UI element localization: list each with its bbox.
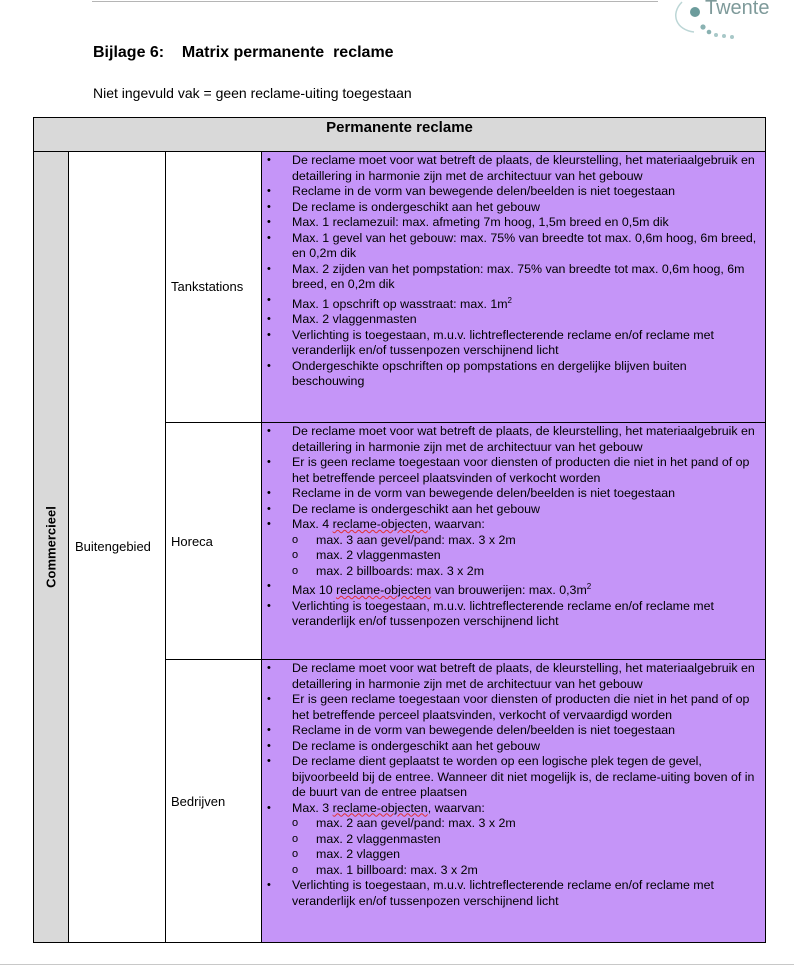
sub-list <box>292 816 761 878</box>
table-title: Permanente reclame <box>326 119 473 136</box>
header-rule <box>92 1 658 2</box>
type-label: Horeca <box>171 534 213 549</box>
sub-item: o max. 2 billboards: max. 3 x 2m <box>292 564 761 580</box>
table-header <box>34 118 765 152</box>
rule-item: • De reclame moet voor wat betreft de plaats, de kleurstelling, het materiaalgebruik en detaillering in harmonie zijn met de architectuur van het gebouw <box>262 661 761 692</box>
superscript: 2 <box>586 582 592 591</box>
sub-item: o max. 1 billboard: max. 3 x 2m <box>292 863 761 879</box>
rule-item: • De reclame moet voor wat betreft de plaats, de kleurstelling, het materiaalgebruik en detaillering in harmonie zijn met de architectuur van het gebouw <box>262 153 761 184</box>
category-cell <box>34 152 69 942</box>
rules-cell-horeca <box>262 423 765 660</box>
rules-list <box>262 660 765 909</box>
rule-item: • Max. 2 vlaggenmasten <box>262 312 761 328</box>
sub-item: o max. 3 aan gevel/pand: max. 3 x 2m <box>292 533 761 549</box>
superscript: 2 <box>507 295 512 305</box>
rules-cell-bedrijven <box>262 660 765 942</box>
legend-note: Niet ingevuld vak = geen reclame-uiting toegestaan <box>93 85 412 101</box>
rule-item <box>262 293 761 313</box>
area-label: Buitengebied <box>75 539 151 554</box>
rule-item: • De reclame dient geplaatst te worden op een logische plek tegen de gevel, bijvoorbeeld bij de entree. Wanneer dit niet mogelijk is, de reclame-uiting boven of in de buurt van de entree plaatsen <box>262 754 761 801</box>
sub-item: o max. 2 vlaggen <box>292 847 761 863</box>
page-bottom-rule <box>0 964 794 965</box>
type-cell-horeca <box>166 423 262 660</box>
rule-text: , waarvan: <box>427 517 485 531</box>
rule-item: • Max. 1 reclamezuil: max. afmeting 7m hoog, 1,5m breed en 0,5m dik <box>262 215 761 231</box>
rule-text: Max. 1 opschrift op wasstraat: max. 1m <box>292 296 508 311</box>
type-label: Bedrijven <box>171 794 226 809</box>
rules-cell-tankstations <box>262 152 765 423</box>
logo-text: Twente <box>705 0 770 19</box>
sub-item: o max. 2 vlaggenmasten <box>292 548 761 564</box>
rule-text: Max. 3 <box>292 800 333 815</box>
rule-item: • De reclame moet voor wat betreft de plaats, de kleurstelling, het materiaalgebruik en detaillering in harmonie zijn met de architectuur van het gebouw <box>262 424 761 455</box>
sub-item: o max. 2 vlaggenmasten <box>292 832 761 848</box>
rule-item: • Er is geen reclame toegestaan voor diensten of producten die niet in het pand of op het betreffende perceel plaatsvinden, verkocht of vervaardigd worden <box>262 692 761 723</box>
spellcheck-word: reclame-objecten <box>336 583 432 598</box>
rule-item: • De reclame is ondergeschikt aan het gebouw <box>262 502 761 518</box>
reclame-matrix-table <box>33 117 766 943</box>
type-cell-tankstations <box>166 152 262 423</box>
rule-item: • De reclame is ondergeschikt aan het gebouw <box>262 200 761 216</box>
rule-item: • Max. 2 zijden van het pompstation: max. 75% van breedte tot max. 0,6m hoog, 6m breed, en 0,2m dik <box>262 262 761 293</box>
rule-item: • Verlichting is toegestaan, m.u.v. lichtreflecterende reclame en/of reclame met veranderlijk en/of tussenpozen verschijnend licht <box>262 328 761 359</box>
rule-item <box>262 801 761 879</box>
rule-text: Max 10 <box>292 583 337 598</box>
rule-text: Max. 4 <box>292 517 333 531</box>
rule-item: • De reclame is ondergeschikt aan het gebouw <box>262 739 761 755</box>
sub-item: o max. 2 aan gevel/pand: max. 3 x 2m <box>292 816 761 832</box>
rules-list <box>262 423 765 630</box>
sub-list <box>292 533 761 580</box>
rule-text: , waarvan: <box>427 800 485 815</box>
rule-item: • Verlichting is toegestaan, m.u.v. lichtreflecterende reclame en/of reclame met veranderlijk en/of tussenpozen verschijnend licht <box>262 599 761 630</box>
logo <box>668 0 788 44</box>
rule-item: • Verlichting is toegestaan, m.u.v. lichtreflecterende reclame en/of reclame met veranderlijk en/of tussenpozen verschijnend licht <box>262 878 761 909</box>
rules-list <box>262 152 765 390</box>
area-cell <box>69 152 166 942</box>
spellcheck-word: reclame-objecten <box>332 800 428 815</box>
rule-text: van brouwerijen: max. 0,3m <box>431 583 587 598</box>
spellcheck-word: reclame-objecten <box>332 517 428 531</box>
type-cell-bedrijven <box>166 660 262 942</box>
rule-item: • Ondergeschikte opschriften op pompstations en dergelijke blijven buiten beschouwing <box>262 359 761 390</box>
page-title: Bijlage 6: Matrix permanente reclame <box>93 44 394 61</box>
rule-item: • Er is geen reclame toegestaan voor diensten of producten die niet in het pand of op het betreffende perceel plaatsvinden of verkocht worden <box>262 455 761 486</box>
rule-item <box>262 579 761 599</box>
rule-item: • Max. 1 gevel van het gebouw: max. 75% van breedte tot max. 0,6m hoog, 6m breed, en 0,2m dik <box>262 231 761 262</box>
category-label: Commercieel <box>43 506 59 588</box>
rule-item: • Reclame in de vorm van bewegende delen/beelden is niet toegestaan <box>262 184 761 200</box>
rule-item: • Reclame in de vorm van bewegende delen/beelden is niet toegestaan <box>262 723 761 739</box>
rule-item: • Reclame in de vorm van bewegende delen/beelden is niet toegestaan <box>262 486 761 502</box>
type-label: Tankstations <box>171 279 244 294</box>
rule-item <box>262 517 761 579</box>
